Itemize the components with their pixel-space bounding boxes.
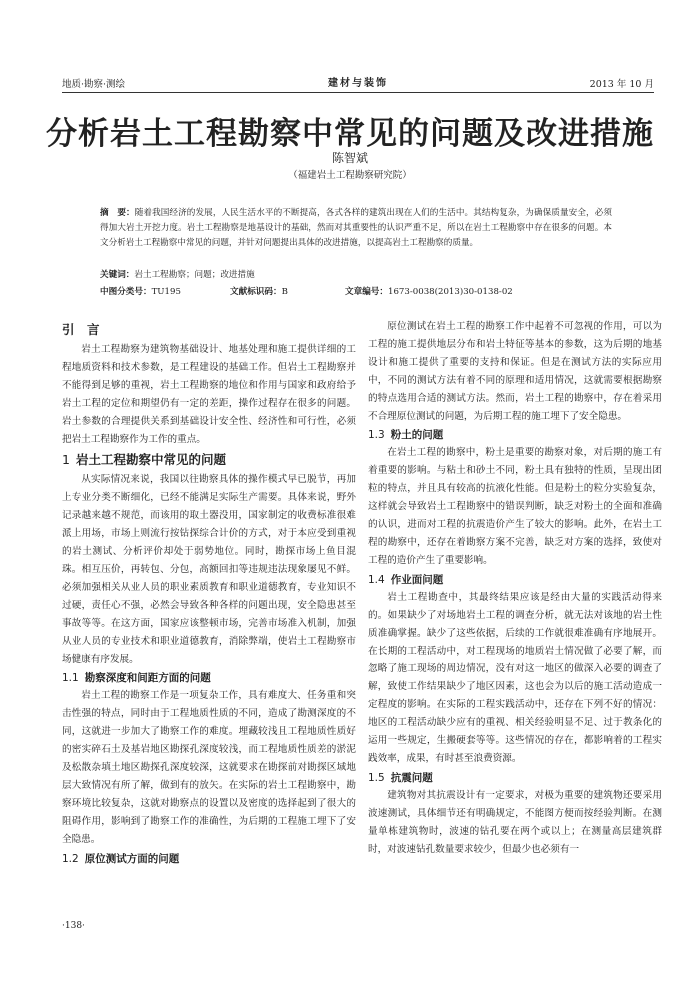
- section-title: 岩土工程勘察中常见的问题: [75, 452, 226, 468]
- clc-code: [100, 285, 181, 297]
- paragraph: 岩土工程勘察为建筑物基础设计、地基处理和施工提供详细的工程地质资料和技术参数，是工程建设的基础工作。但岩土工程勘察并不能得到足够的重视，岩土工程勘察的地位和作用与国家和政府给予岩土工程的定位和期望仍有一定的差距，操作过程存在很多的问题。岩土参数的合理提供关系到基础设计安全性、经济性和可行性，必须把岩土工程勘察作为工作的重点。: [62, 344, 356, 445]
- doc-code: [230, 285, 288, 297]
- paragraph: 从实际情况来说，我国以往勘察具体的操作模式早已脱节，再加上专业分类不断细化，已经不能满足实际生产需要。具体来说，野外记录越来越不规范，而该用的取土器没用，国家制定的收费标准很难派上用场，市场上则流行按钻探综合计价的方式，对于本应受到重视的岩土测试、分析评价却处于弱势地位。同时，勘探市场上鱼目混珠。相互压价，再转包、分包，高额回扣等违规违法现象屡见不鲜。必须加强相关从业人员的职业素质教育和职业道德教育，专业知识不过硬，责任心不强，必然会导致各种各样的问题出现，安全隐患甚至事故等等。在这方面，国家应该整顿市场，完善市场准入机制，加强从业人员的专业技术和职业道德教育，消除弊端，使岩土工程勘察市场健康有序发展。: [62, 474, 356, 665]
- subsection-title: 抗震问题: [390, 771, 433, 784]
- paragraph: 建筑物对其抗震设计有一定要求，对极为重要的建筑物还要采用波速测试，具体细节还有明确规定，不能图方便而按经验判断。在测量单栋建筑物时，波速的钻孔要在两个或以上；在测量高层建筑群时，对波速钻孔数量要求较少，但最少也必须有一: [368, 789, 662, 855]
- section-heading-intro: 引 言: [62, 322, 100, 337]
- article-number-value: 1673-0038(2013)30-0138-02: [387, 287, 513, 297]
- section-heading-1: [62, 452, 356, 468]
- subsection-number: 1.5: [368, 771, 385, 784]
- subsection-heading-1-5: [368, 770, 662, 786]
- paragraph: 岩土工程的勘察工作是一项复杂工作，具有难度大、任务重和突击性强的特点，同时由于工程地质性质的不同，造成了勘测深度的不同，这就进一步加大了勘察工作的难度。埋藏较浅且工程地质性质好的密实碎石土及基岩地区勘探孔深度较浅，而工程地质性质差的淤泥及松散杂填土地区勘探孔深度较深，这就要求在勘探前对勘探区域地层大致情况有所了解，做到有的放矢。在实际的岩土工程勘察中，勘察环境比较复杂，这就对勘察点的设置以及密度的选择起到了很大的阻碍作用，影响到了勘察工作的准确性，为后期的工程施工埋下了安全隐患。: [62, 690, 356, 845]
- keywords: [100, 268, 255, 280]
- section-number: 1: [62, 452, 70, 468]
- subsection-heading-1-3: [368, 427, 662, 443]
- affiliation: （福建岩土工程勘察研究院）: [288, 170, 412, 181]
- subsection-number: 1.1: [62, 672, 79, 685]
- paragraph: 岩土工程勘查中，其最终结果应该是经由大量的实践活动得来的。如果缺少了对场地岩土工程的调查分析，就无法对该地的岩土性质准确掌握。缺少了这些依据，后续的工作就很难准确有序地展开。在长期的工程活动中，对工程现场的地质岩土情况做了必要了解，而忽略了施工现场的周边情况，没有对这一地区的做深入必要的调查了解，致使工作结果缺少了地区因素，这也会为以后的施工活动造成一定程度的影响。在实际的工程实践活动中，还存在下列不好的情况：地区的工程活动缺少应有的重视、相关经验明显不足、过于教条化的运用一些规定，生搬硬套等等。这些情况的存在，都影响着的工程实践效率，成果，有时甚至浪费资源。: [368, 591, 662, 764]
- keywords-label: 关键词：: [100, 270, 135, 280]
- article-title: 分析岩土工程勘察中常见的问题及改进措施: [46, 116, 654, 152]
- subsection-number: 1.2: [62, 852, 79, 865]
- abstract: [100, 206, 612, 251]
- running-header: [62, 70, 654, 93]
- article-number-label: 文章编号：: [345, 287, 388, 297]
- subsection-title: 原位测试方面的问题: [84, 852, 180, 865]
- keywords-text: 岩土工程勘察；问题；改进措施: [134, 270, 255, 280]
- issue-date: 2013 年 10 月: [589, 79, 654, 90]
- subsection-title: 作业面问题: [390, 573, 444, 586]
- journal-name: 建材与装饰: [328, 78, 388, 89]
- subsection-number: 1.3: [368, 429, 385, 442]
- journal-section: 地质·勘察·测绘: [62, 79, 126, 90]
- right-column: [368, 318, 662, 858]
- author: 陈智斌: [331, 151, 368, 165]
- clc-value: TU195: [151, 287, 181, 297]
- subsection-heading-1-4: [368, 572, 662, 588]
- subsection-heading-1-1: [62, 670, 356, 686]
- subsection-title: 粉土的问题: [390, 429, 444, 442]
- page-number: ·138·: [62, 921, 85, 931]
- subsection-heading-1-2: [62, 851, 356, 867]
- paragraph: 原位测试在岩土工程的勘察工作中起着不可忽视的作用，可以为工程的施工提供地层分布和岩土特征等基本的参数，这为后期的地基设计和施工提供了重要的支持和保证。但是在测试方法的实际应用中，不同的测试方法有着不同的原理和适用情况，这就需要根据勘察的特点选用合适的测试方法。然而，岩土工程的勘察中，存在着采用不合理原位测试的问题，为后期工程的施工埋下了安全隐患。: [368, 321, 662, 422]
- doc-code-label: 文献标识码：: [230, 287, 282, 297]
- subsection-title: 勘察深度和间距方面的问题: [84, 672, 211, 685]
- article-number: [345, 285, 513, 297]
- subsection-number: 1.4: [368, 573, 385, 586]
- paragraph: 在岩土工程的勘察中，粉土是重要的勘察对象，对后期的施工有着重要的影响。与粘土和砂土不同，粉土具有独特的性质，呈现出团粒的特点，并且具有较高的抗液化性能。但是粉土的粒分实验复杂，这样就会导致岩土工程勘察中的错误判断，缺乏对粉土的全面和准确的认识，进而对工程的抗震造价产生了较大的影响。此外，在岩土工程的勘察中，还存在着勘察方案不完善，缺乏对方案的选择，致使对工程的造价产生了重要影响。: [368, 447, 662, 566]
- clc-label: 中图分类号：: [100, 287, 152, 297]
- left-column: [62, 318, 356, 868]
- doc-code-value: B: [281, 287, 288, 297]
- abstract-label: 摘 要：: [100, 208, 135, 218]
- abstract-text: 随着我国经济的发展，人民生活水平的不断提高，各式各样的建筑出现在人们的生活中。其结构复杂，为确保质量安全，必须得加大岩土开挖力度。岩土工程勘察是地基设计的基础，然而对其重要性的认识严重不足，所以在岩土工程勘察中存在很多的问题。本文分析岩土工程勘察中常见的问题，并针对问题提出具体的改进措施，以提高岩土工程勘察的质量。: [100, 208, 612, 248]
